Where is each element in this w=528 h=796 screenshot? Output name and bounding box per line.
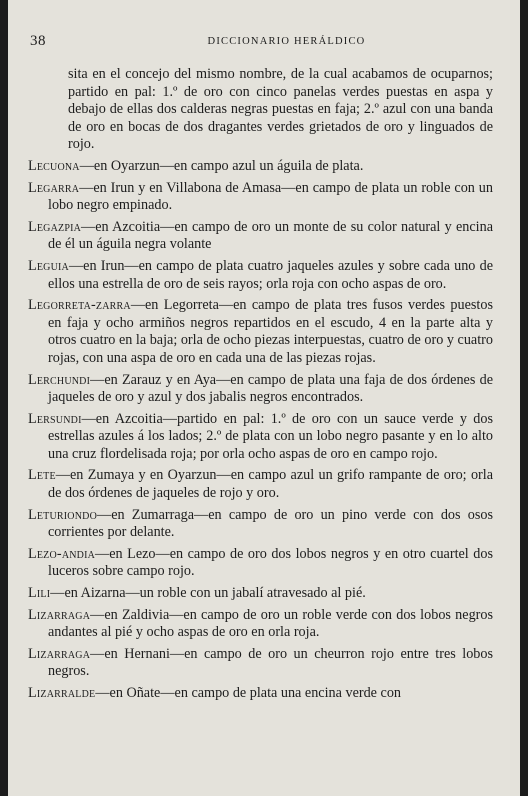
entry-text: en Zumaya y en Oyarzun—en campo azul un grifo rampante de oro; orla de dos órdenes de jaqueles de rojo y oro. <box>48 467 493 502</box>
page-header <box>28 33 490 53</box>
entry-dash: — <box>95 545 110 562</box>
entry-text: en Hernani—en campo de oro un cheurron rojo entre tres lobos negros. <box>48 645 493 680</box>
entry-term: Legazpia <box>28 218 82 235</box>
entry-lerchundi <box>28 372 493 407</box>
entry-term: Legorreta-zarra <box>28 297 131 314</box>
entry-text: en Zaldivia—en campo de oro un roble verde con dos lobos negros andantes al pié y ocho aspas de oro en orla roja. <box>48 606 493 641</box>
continuation-paragraph: sita en el concejo del mismo nombre, de la cual acabamos de ocuparnos; partido en pal: 1.º de oro con cinco panelas verdes puestas en aspa y debajo de ellas dos calderas negras puestas en faja; 2.º azul con una banda de oro en bocas de dos dragantes verdes grietados de oro y linguados de rojo. <box>68 66 493 153</box>
entry-dash: — <box>97 506 112 523</box>
entry-lezo-andia <box>28 546 493 581</box>
entry-legarra <box>28 180 493 215</box>
entry-dash: — <box>90 606 105 623</box>
entry-term: Leguia <box>28 257 69 274</box>
entry-term: Lezo-andia <box>28 545 96 562</box>
entry-term: Lecuona <box>28 157 80 174</box>
page-number: 38 <box>30 33 46 49</box>
entry-text: en Oñate—en campo de plata una encina verde con <box>109 685 402 701</box>
entry-text: en Oyarzun—en campo azul un águila de plata. <box>93 157 364 174</box>
running-title: DICCIONARIO HERÁLDICO <box>207 36 366 47</box>
entry-dash: — <box>79 179 94 196</box>
entry-lizarraga-zaldivia <box>28 607 493 642</box>
entry-dash: — <box>90 645 105 662</box>
entry-text: en Aizarna—un roble con un jabalí atravesado al pié. <box>64 585 366 602</box>
entry-term: Lizarraga <box>28 645 91 662</box>
entry-term: Lizarraga <box>28 606 91 623</box>
entry-lili <box>28 585 493 603</box>
page-body <box>28 66 493 707</box>
entry-leturiondo <box>28 507 493 542</box>
entry-text: en Azcoitia—partido en pal: 1.º de oro con un sauce verde y dos estrellas azules á los lados; 2.º de plata con un lobo negro pasante y en lo alto una cruz flordelisada roja; por orla ocho aspas de oro en campo rojo. <box>48 410 493 462</box>
entry-term: Legarra <box>28 179 80 196</box>
entry-text: en Azcoitia—en campo de oro un monte de su color natural y encina de él un águila negra volante <box>48 218 493 253</box>
book-page <box>8 0 520 796</box>
entry-term: Lili <box>28 585 51 602</box>
entry-term: Lizarralde <box>28 685 96 701</box>
entry-lersundi <box>28 411 493 464</box>
entry-text: en Zumarraga—en campo de oro un pino verde con dos osos corrientes por delante. <box>48 506 493 541</box>
entry-leguia <box>28 258 493 293</box>
entry-term: Leturiondo <box>28 506 97 523</box>
entry-dash: — <box>95 685 110 701</box>
entry-dash: — <box>55 467 70 484</box>
entry-dash: — <box>81 410 96 427</box>
entry-term: Lete <box>28 467 56 484</box>
entry-dash: — <box>68 257 84 274</box>
entry-legazpia <box>28 219 493 254</box>
entry-term: Lersundi <box>28 410 82 427</box>
entry-dash: — <box>130 297 145 314</box>
entry-dash: — <box>81 218 96 235</box>
entry-lete <box>28 467 493 502</box>
entry-text: en Irun y en Villabona de Amasa—en campo de plata un roble con un lobo negro empinado. <box>48 179 493 214</box>
entry-dash: — <box>79 157 94 174</box>
entry-dash: — <box>90 371 105 388</box>
entry-text: en Lezo—en campo de oro dos lobos negros y en otro cuartel dos luceros sobre campo rojo. <box>48 545 493 580</box>
entry-text: en Zarauz y en Aya—en campo de plata una faja de dos órdenes de jaqueles de oro y azul y dos jabalis negros encontrados. <box>48 371 493 406</box>
entry-text: en Irun—en campo de plata cuatro jaqueles azules y sobre cada uno de ellos una estrella de oro de seis rayos; orla roja con ocho aspas de oro. <box>48 257 493 292</box>
entry-dash: — <box>50 585 65 602</box>
entry-lizarraga-hernani <box>28 646 493 681</box>
entry-lizarralde <box>28 685 493 703</box>
entry-legorreta-zarra <box>28 297 493 367</box>
entry-text: en Legorreta—en campo de plata tres fusos verdes puestos en faja y ocho armiños negros repartidos en el escudo, 4 en la parte alta y otros cuatro en la baja; orla de ocho piezas interpuestas, cuatro de oro y cuatro rojas, con una aspa de oro en cada una de las piezas rojas. <box>48 297 493 366</box>
entry-lecuona <box>28 158 493 176</box>
entry-term: Lerchundi <box>28 371 91 388</box>
